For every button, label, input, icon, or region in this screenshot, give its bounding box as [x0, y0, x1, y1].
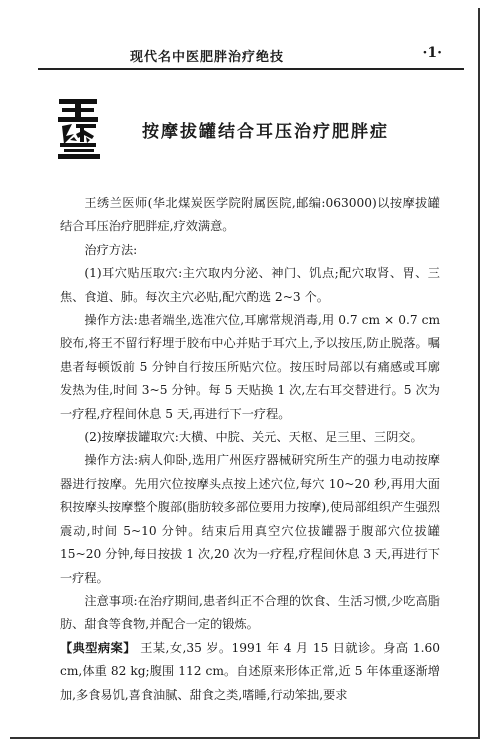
- page-edge-right: [478, 8, 480, 739]
- article-body: [60, 192, 440, 707]
- intro-paragraph: 王绣兰医师(华北煤炭医学院附属医院,邮编:063000)以按摩拔罐结合耳压治疗肥胖症,疗效满意。: [60, 196, 440, 234]
- cupping-points-paragraph: (2)按摩拔罐取穴:大横、中脘、关元、天枢、足三里、三阴交。: [84, 430, 423, 445]
- case-text: 王某,女,35 岁。1991 年 4 月 15 日就诊。身高 1.60 cm,体重 82 kg;腹围 112 cm。自述原来形体正常,近 5 年体重逐渐增加,多食易饥,喜食油腻、甜食之类,嗜睡,行动笨拙,要求: [60, 640, 441, 702]
- running-header: [38, 44, 464, 66]
- case-paragraph: [60, 637, 440, 707]
- author-name-calligraphy: [56, 96, 102, 160]
- running-header-title: 现代名中医肥胖治疗绝技: [130, 50, 285, 65]
- case-heading: 【典型病案】: [60, 640, 136, 655]
- precautions-paragraph: 注意事项:在治疗期间,患者纠正不合理的饮食、生活习惯,少吃高脂肪、甜食等食物,并配合一定的锻炼。: [60, 593, 440, 632]
- ear-point-paragraph: (1)耳穴贴压取穴:主穴取内分泌、神门、饥点;配穴取肾、胃、三焦、食道、肺。每次主穴必贴,配穴酌选 2~3 个。: [60, 266, 440, 304]
- header-rule: [38, 68, 464, 70]
- section-heading-methods: 治疗方法:: [84, 242, 138, 257]
- article-title: 按摩拔罐结合耳压治疗肥胖症: [142, 122, 389, 142]
- page-edge-bottom: [10, 737, 480, 739]
- ear-procedure-paragraph: 操作方法:患者端坐,选准穴位,耳廓常规消毒,用 0.7 cm × 0.7 cm 胶布,将王不留行籽埋于胶布中心并贴于耳穴上,予以按压,防止脱落。嘱患者每顿饭前 5 分钟自行按压所贴穴位。按压时局部以有痛感或耳廓发热为佳,时间 3~5 分钟。每 5 天贴换 1 次,左右耳交替进行。5 次为一疗程,疗程间休息 5 天,再进行下一疗程。: [60, 313, 440, 421]
- page-number: ·1·: [422, 45, 442, 61]
- cupping-procedure-paragraph: 操作方法:病人仰卧,选用广州医疗器械研究所生产的强力电动按摩器进行按摩。先用穴位按摩头点按上述穴位,每穴 10~20 秒,再用大面积按摩头按摩整个腹部(脂肪较多部位要用力按摩),使局部组织产生强烈震动,时间 5~10 分钟。结束后用真空穴位拔罐器于腹部穴位拔罐 15~20 分钟,每日按拔 1 次,20 次为一疗程,疗程间休息 3 天,再进行下一疗程。: [60, 453, 440, 585]
